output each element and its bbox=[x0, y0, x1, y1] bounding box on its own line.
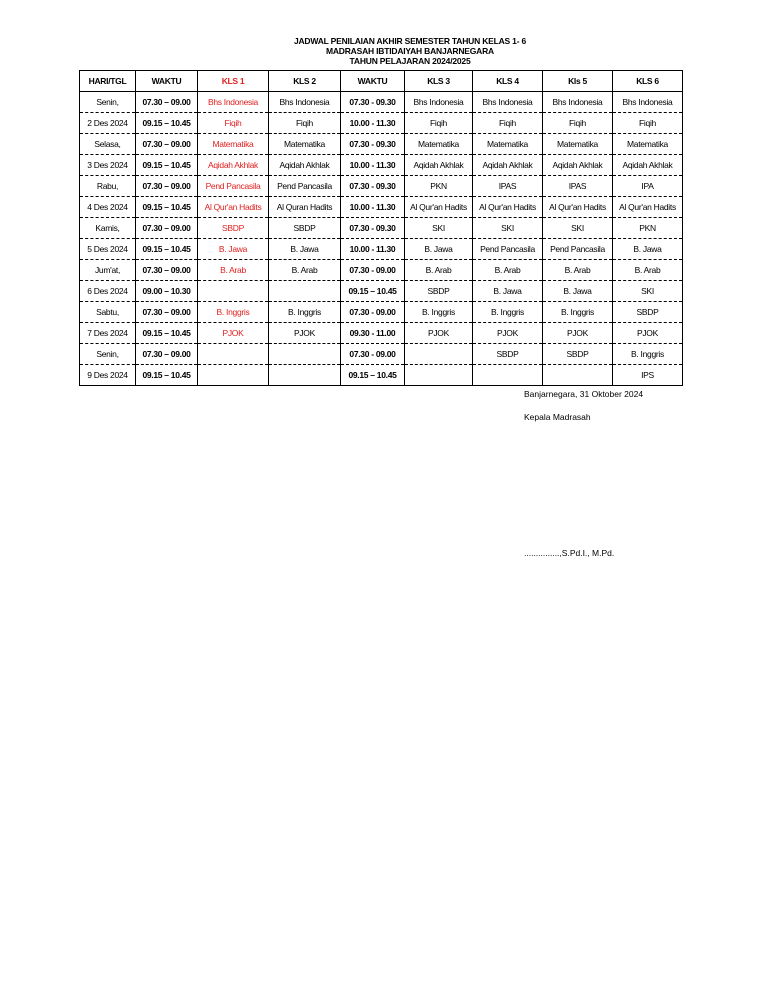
cell-kls-2: Al Quran Hadits bbox=[269, 197, 341, 218]
cell-kls-1: B. Arab bbox=[198, 260, 269, 281]
cell-kls-5: Fiqih bbox=[543, 113, 613, 134]
cell-kls-3: Matematika bbox=[405, 134, 473, 155]
signatory-position: Kepala Madrasah bbox=[524, 412, 591, 422]
cell-waktu-2: 10.00 - 11.30 bbox=[341, 155, 405, 176]
cell-kls-6: Al Qur'an Hadits bbox=[613, 197, 683, 218]
cell-kls-2: B. Inggris bbox=[269, 302, 341, 323]
cell-waktu-1: 09.15 – 10.45 bbox=[136, 323, 198, 344]
cell-kls-3: B. Jawa bbox=[405, 239, 473, 260]
cell-kls-1: Pend Pancasila bbox=[198, 176, 269, 197]
cell-kls-6: Bhs Indonesia bbox=[613, 92, 683, 113]
cell-waktu-1: 09.15 – 10.45 bbox=[136, 113, 198, 134]
table-row bbox=[80, 239, 683, 260]
table-row bbox=[80, 218, 683, 239]
cell-kls-1: Al Qur'an Hadits bbox=[198, 197, 269, 218]
cell-kls-6: Fiqih bbox=[613, 113, 683, 134]
cell-kls-3 bbox=[405, 365, 473, 386]
schedule-table bbox=[79, 70, 683, 386]
table-row bbox=[80, 344, 683, 365]
cell-kls-1: PJOK bbox=[198, 323, 269, 344]
cell-kls-2: Bhs Indonesia bbox=[269, 92, 341, 113]
cell-kls-6: B. Arab bbox=[613, 260, 683, 281]
cell-hari-tgl: Selasa, bbox=[80, 134, 136, 155]
cell-waktu-1: 07.30 – 09.00 bbox=[136, 218, 198, 239]
cell-waktu-2: 10.00 - 11.30 bbox=[341, 197, 405, 218]
cell-kls-1 bbox=[198, 365, 269, 386]
signatory-name: ...............,S.Pd.I., M.Pd. bbox=[524, 548, 615, 558]
cell-kls-6: PJOK bbox=[613, 323, 683, 344]
cell-kls-1 bbox=[198, 344, 269, 365]
cell-kls-4 bbox=[473, 365, 543, 386]
cell-waktu-2: 10.00 - 11.30 bbox=[341, 239, 405, 260]
cell-hari-tgl: 6 Des 2024 bbox=[80, 281, 136, 302]
cell-kls-1: Aqidah Akhlak bbox=[198, 155, 269, 176]
cell-kls-5: SBDP bbox=[543, 344, 613, 365]
cell-kls-4: Aqidah Akhlak bbox=[473, 155, 543, 176]
cell-kls-4: Matematika bbox=[473, 134, 543, 155]
cell-hari-tgl: 5 Des 2024 bbox=[80, 239, 136, 260]
cell-hari-tgl: 9 Des 2024 bbox=[80, 365, 136, 386]
cell-waktu-2: 07.30 - 09.30 bbox=[341, 92, 405, 113]
cell-kls-4: B. Inggris bbox=[473, 302, 543, 323]
table-row bbox=[80, 113, 683, 134]
cell-kls-1: B. Jawa bbox=[198, 239, 269, 260]
cell-kls-4: B. Arab bbox=[473, 260, 543, 281]
cell-kls-1: B. Inggris bbox=[198, 302, 269, 323]
cell-hari-tgl: 3 Des 2024 bbox=[80, 155, 136, 176]
cell-hari-tgl: 4 Des 2024 bbox=[80, 197, 136, 218]
cell-kls-2: Fiqih bbox=[269, 113, 341, 134]
cell-kls-2: PJOK bbox=[269, 323, 341, 344]
cell-kls-4: Al Qur'an Hadits bbox=[473, 197, 543, 218]
cell-kls-2 bbox=[269, 344, 341, 365]
cell-hari-tgl: Kamis, bbox=[80, 218, 136, 239]
schedule-body bbox=[80, 92, 683, 386]
table-row bbox=[80, 323, 683, 344]
cell-kls-2 bbox=[269, 281, 341, 302]
cell-hari-tgl: Rabu, bbox=[80, 176, 136, 197]
cell-kls-5: IPAS bbox=[543, 176, 613, 197]
cell-waktu-1: 07.30 – 09.00 bbox=[136, 134, 198, 155]
table-row bbox=[80, 281, 683, 302]
cell-waktu-1: 07.30 – 09.00 bbox=[136, 176, 198, 197]
cell-hari-tgl: Sabtu, bbox=[80, 302, 136, 323]
cell-hari-tgl: Senin, bbox=[80, 344, 136, 365]
cell-kls-3: SKI bbox=[405, 218, 473, 239]
column-header-kls-1: KLS 1 bbox=[198, 71, 269, 92]
cell-kls-2 bbox=[269, 365, 341, 386]
cell-kls-6: IPS bbox=[613, 365, 683, 386]
title-line-1: JADWAL PENILAIAN AKHIR SEMESTER TAHUN KELAS 1- 6 bbox=[293, 36, 527, 46]
cell-waktu-2: 07.30 - 09.30 bbox=[341, 134, 405, 155]
cell-kls-4: SBDP bbox=[473, 344, 543, 365]
table-row bbox=[80, 92, 683, 113]
cell-waktu-2: 09.30 - 11.00 bbox=[341, 323, 405, 344]
cell-kls-3: Al Qur'an Hadits bbox=[405, 197, 473, 218]
cell-kls-4: IPAS bbox=[473, 176, 543, 197]
title-line-2: MADRASAH IBTIDAIYAH BANJARNEGARA bbox=[325, 46, 495, 56]
cell-kls-6: SKI bbox=[613, 281, 683, 302]
column-header-waktu-1: WAKTU bbox=[136, 71, 198, 92]
cell-kls-3: Fiqih bbox=[405, 113, 473, 134]
cell-waktu-1: 09.15 – 10.45 bbox=[136, 239, 198, 260]
cell-kls-5: Matematika bbox=[543, 134, 613, 155]
cell-waktu-2: 07.30 - 09.00 bbox=[341, 260, 405, 281]
table-row bbox=[80, 365, 683, 386]
cell-waktu-1: 09.15 – 10.45 bbox=[136, 365, 198, 386]
cell-waktu-2: 07.30 - 09.30 bbox=[341, 176, 405, 197]
cell-waktu-1: 07.30 – 09.00 bbox=[136, 260, 198, 281]
cell-waktu-2: 09.15 – 10.45 bbox=[341, 365, 405, 386]
cell-kls-1: Matematika bbox=[198, 134, 269, 155]
cell-kls-2: Matematika bbox=[269, 134, 341, 155]
cell-kls-2: B. Arab bbox=[269, 260, 341, 281]
table-row bbox=[80, 197, 683, 218]
column-header-kls-4: KLS 4 bbox=[473, 71, 543, 92]
cell-kls-1: Fiqih bbox=[198, 113, 269, 134]
cell-kls-5: SKI bbox=[543, 218, 613, 239]
cell-kls-6: B. Jawa bbox=[613, 239, 683, 260]
cell-kls-3 bbox=[405, 344, 473, 365]
cell-waktu-1: 09.00 – 10.30 bbox=[136, 281, 198, 302]
cell-kls-3: Bhs Indonesia bbox=[405, 92, 473, 113]
cell-kls-2: Aqidah Akhlak bbox=[269, 155, 341, 176]
cell-waktu-1: 07.30 – 09.00 bbox=[136, 92, 198, 113]
cell-kls-2: SBDP bbox=[269, 218, 341, 239]
cell-kls-5: Pend Pancasila bbox=[543, 239, 613, 260]
cell-kls-2: Pend Pancasila bbox=[269, 176, 341, 197]
column-header-waktu-2: WAKTU bbox=[341, 71, 405, 92]
cell-waktu-2: 07.30 - 09.00 bbox=[341, 344, 405, 365]
cell-kls-5 bbox=[543, 365, 613, 386]
cell-kls-4: Bhs Indonesia bbox=[473, 92, 543, 113]
column-header-kls-5: Kls 5 bbox=[543, 71, 613, 92]
table-row bbox=[80, 134, 683, 155]
column-header-kls-3: KLS 3 bbox=[405, 71, 473, 92]
cell-kls-1: SBDP bbox=[198, 218, 269, 239]
cell-kls-3: Aqidah Akhlak bbox=[405, 155, 473, 176]
place-date: Banjarnegara, 31 Oktober 2024 bbox=[524, 389, 644, 399]
cell-kls-5: Al Qur'an Hadits bbox=[543, 197, 613, 218]
cell-waktu-1: 09.15 – 10.45 bbox=[136, 155, 198, 176]
cell-kls-5: B. Jawa bbox=[543, 281, 613, 302]
cell-kls-5: B. Arab bbox=[543, 260, 613, 281]
cell-kls-6: IPA bbox=[613, 176, 683, 197]
cell-kls-3: PJOK bbox=[405, 323, 473, 344]
cell-waktu-2: 07.30 - 09.00 bbox=[341, 302, 405, 323]
cell-waktu-1: 07.30 – 09.00 bbox=[136, 302, 198, 323]
cell-kls-6: Matematika bbox=[613, 134, 683, 155]
table-row bbox=[80, 260, 683, 281]
document-title bbox=[0, 36, 768, 66]
cell-kls-4: PJOK bbox=[473, 323, 543, 344]
cell-waktu-1: 07.30 – 09.00 bbox=[136, 344, 198, 365]
cell-kls-4: Fiqih bbox=[473, 113, 543, 134]
cell-waktu-2: 09.15 – 10.45 bbox=[341, 281, 405, 302]
cell-kls-5: PJOK bbox=[543, 323, 613, 344]
cell-kls-5: Bhs Indonesia bbox=[543, 92, 613, 113]
cell-waktu-2: 07.30 - 09.30 bbox=[341, 218, 405, 239]
cell-kls-3: PKN bbox=[405, 176, 473, 197]
cell-hari-tgl: Jum'at, bbox=[80, 260, 136, 281]
cell-kls-4: B. Jawa bbox=[473, 281, 543, 302]
cell-kls-2: B. Jawa bbox=[269, 239, 341, 260]
cell-hari-tgl: Senin, bbox=[80, 92, 136, 113]
cell-kls-6: SBDP bbox=[613, 302, 683, 323]
cell-kls-4: SKI bbox=[473, 218, 543, 239]
cell-kls-3: B. Arab bbox=[405, 260, 473, 281]
column-header-hari-tgl: HARI/TGL bbox=[80, 71, 136, 92]
cell-kls-6: Aqidah Akhlak bbox=[613, 155, 683, 176]
table-header-row bbox=[80, 71, 683, 92]
cell-kls-5: Aqidah Akhlak bbox=[543, 155, 613, 176]
table-row bbox=[80, 302, 683, 323]
cell-hari-tgl: 7 Des 2024 bbox=[80, 323, 136, 344]
cell-kls-6: PKN bbox=[613, 218, 683, 239]
cell-kls-1 bbox=[198, 281, 269, 302]
cell-waktu-1: 09.15 – 10.45 bbox=[136, 197, 198, 218]
cell-kls-4: Pend Pancasila bbox=[473, 239, 543, 260]
cell-kls-3: SBDP bbox=[405, 281, 473, 302]
cell-hari-tgl: 2 Des 2024 bbox=[80, 113, 136, 134]
table-row bbox=[80, 176, 683, 197]
cell-waktu-2: 10.00 - 11.30 bbox=[341, 113, 405, 134]
table-row bbox=[80, 155, 683, 176]
cell-kls-6: B. Inggris bbox=[613, 344, 683, 365]
cell-kls-1: Bhs Indonesia bbox=[198, 92, 269, 113]
column-header-kls-2: KLS 2 bbox=[269, 71, 341, 92]
title-line-3: TAHUN PELAJARAN 2024/2025 bbox=[349, 56, 471, 66]
cell-kls-3: B. Inggris bbox=[405, 302, 473, 323]
column-header-kls-6: KLS 6 bbox=[613, 71, 683, 92]
cell-kls-5: B. Inggris bbox=[543, 302, 613, 323]
